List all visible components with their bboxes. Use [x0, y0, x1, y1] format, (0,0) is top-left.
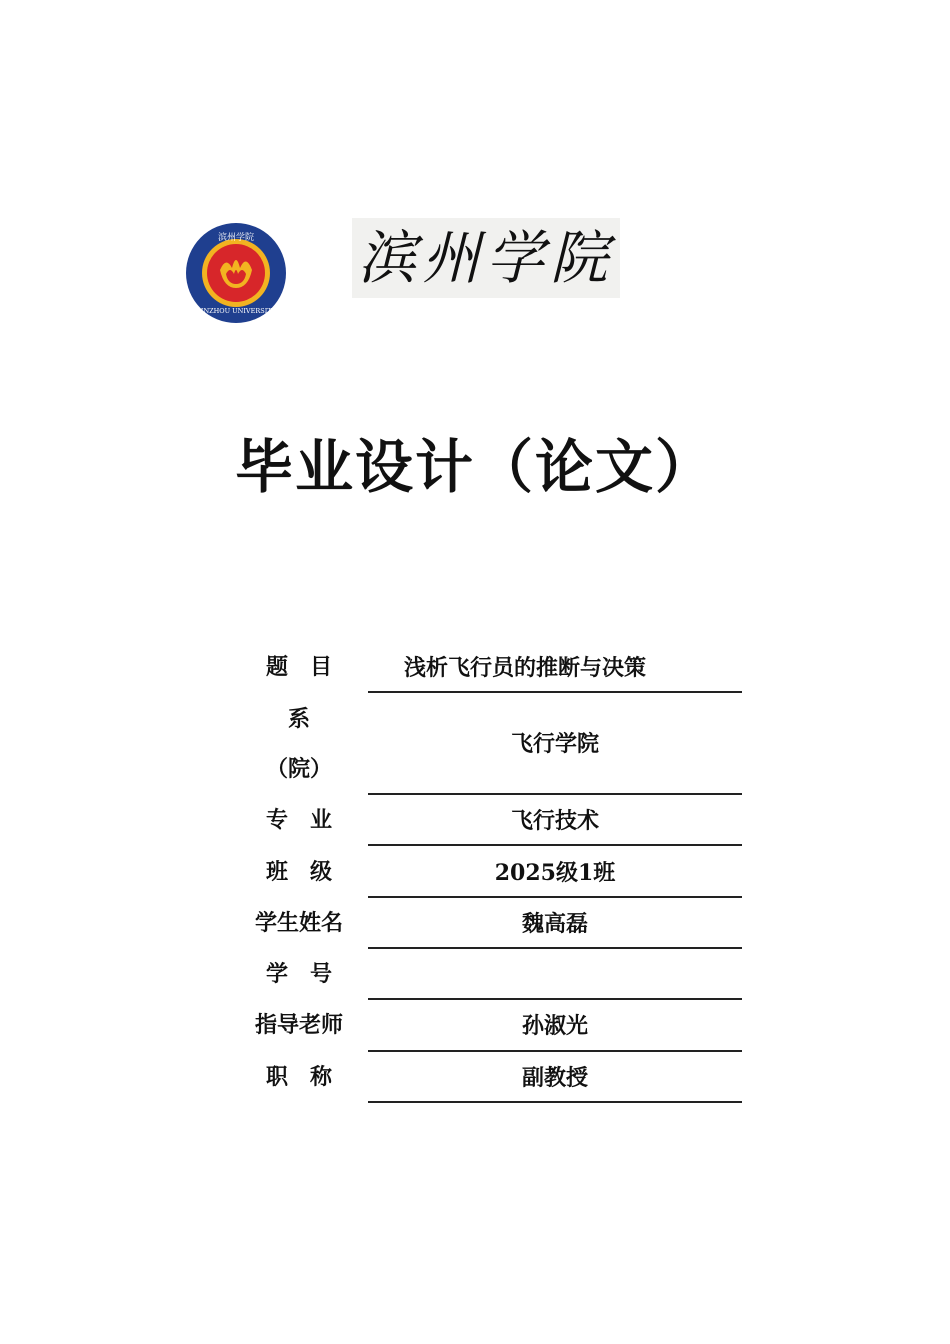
label-student-id: 学 号 [265, 962, 332, 987]
label-class: 班 级 [265, 860, 332, 885]
school-emblem-logo [184, 222, 288, 324]
rule-title-rank [368, 1101, 742, 1103]
emblem-top-characters: 滨州学院 [217, 233, 255, 243]
label-student-name: 学生姓名 [254, 911, 343, 936]
label-topic: 题 目 [265, 655, 332, 680]
page-title: 毕业设计（论文） [234, 433, 715, 501]
rule-major [368, 844, 742, 846]
value-advisor: 孙淑光 [521, 1013, 588, 1039]
rule-topic [368, 691, 742, 693]
value-class: 2025级1班 [494, 860, 616, 886]
value-major: 飞行技术 [510, 808, 599, 834]
calligraphy-logo-text: 滨州学院 [357, 224, 615, 292]
calligraphy-logo [352, 218, 620, 298]
rule-department [368, 793, 742, 795]
label-department-line2: （院） [265, 757, 332, 782]
label-title-rank: 职 称 [265, 1065, 332, 1090]
value-topic: 浅析飞行员的推断与决策 [404, 655, 647, 681]
rule-class [368, 896, 742, 898]
value-student-name: 魏高磊 [521, 911, 588, 937]
value-title-rank: 副教授 [521, 1065, 588, 1091]
rule-student-id [368, 998, 742, 1000]
rule-advisor [368, 1050, 742, 1052]
emblem-university-text: BINZHOU UNIVERSITY [196, 307, 276, 315]
value-department: 飞行学院 [510, 731, 599, 757]
label-department-line1: 系 [287, 707, 310, 732]
label-advisor: 指导老师 [254, 1013, 343, 1038]
label-major: 专 业 [265, 808, 332, 833]
rule-student-name [368, 947, 742, 949]
